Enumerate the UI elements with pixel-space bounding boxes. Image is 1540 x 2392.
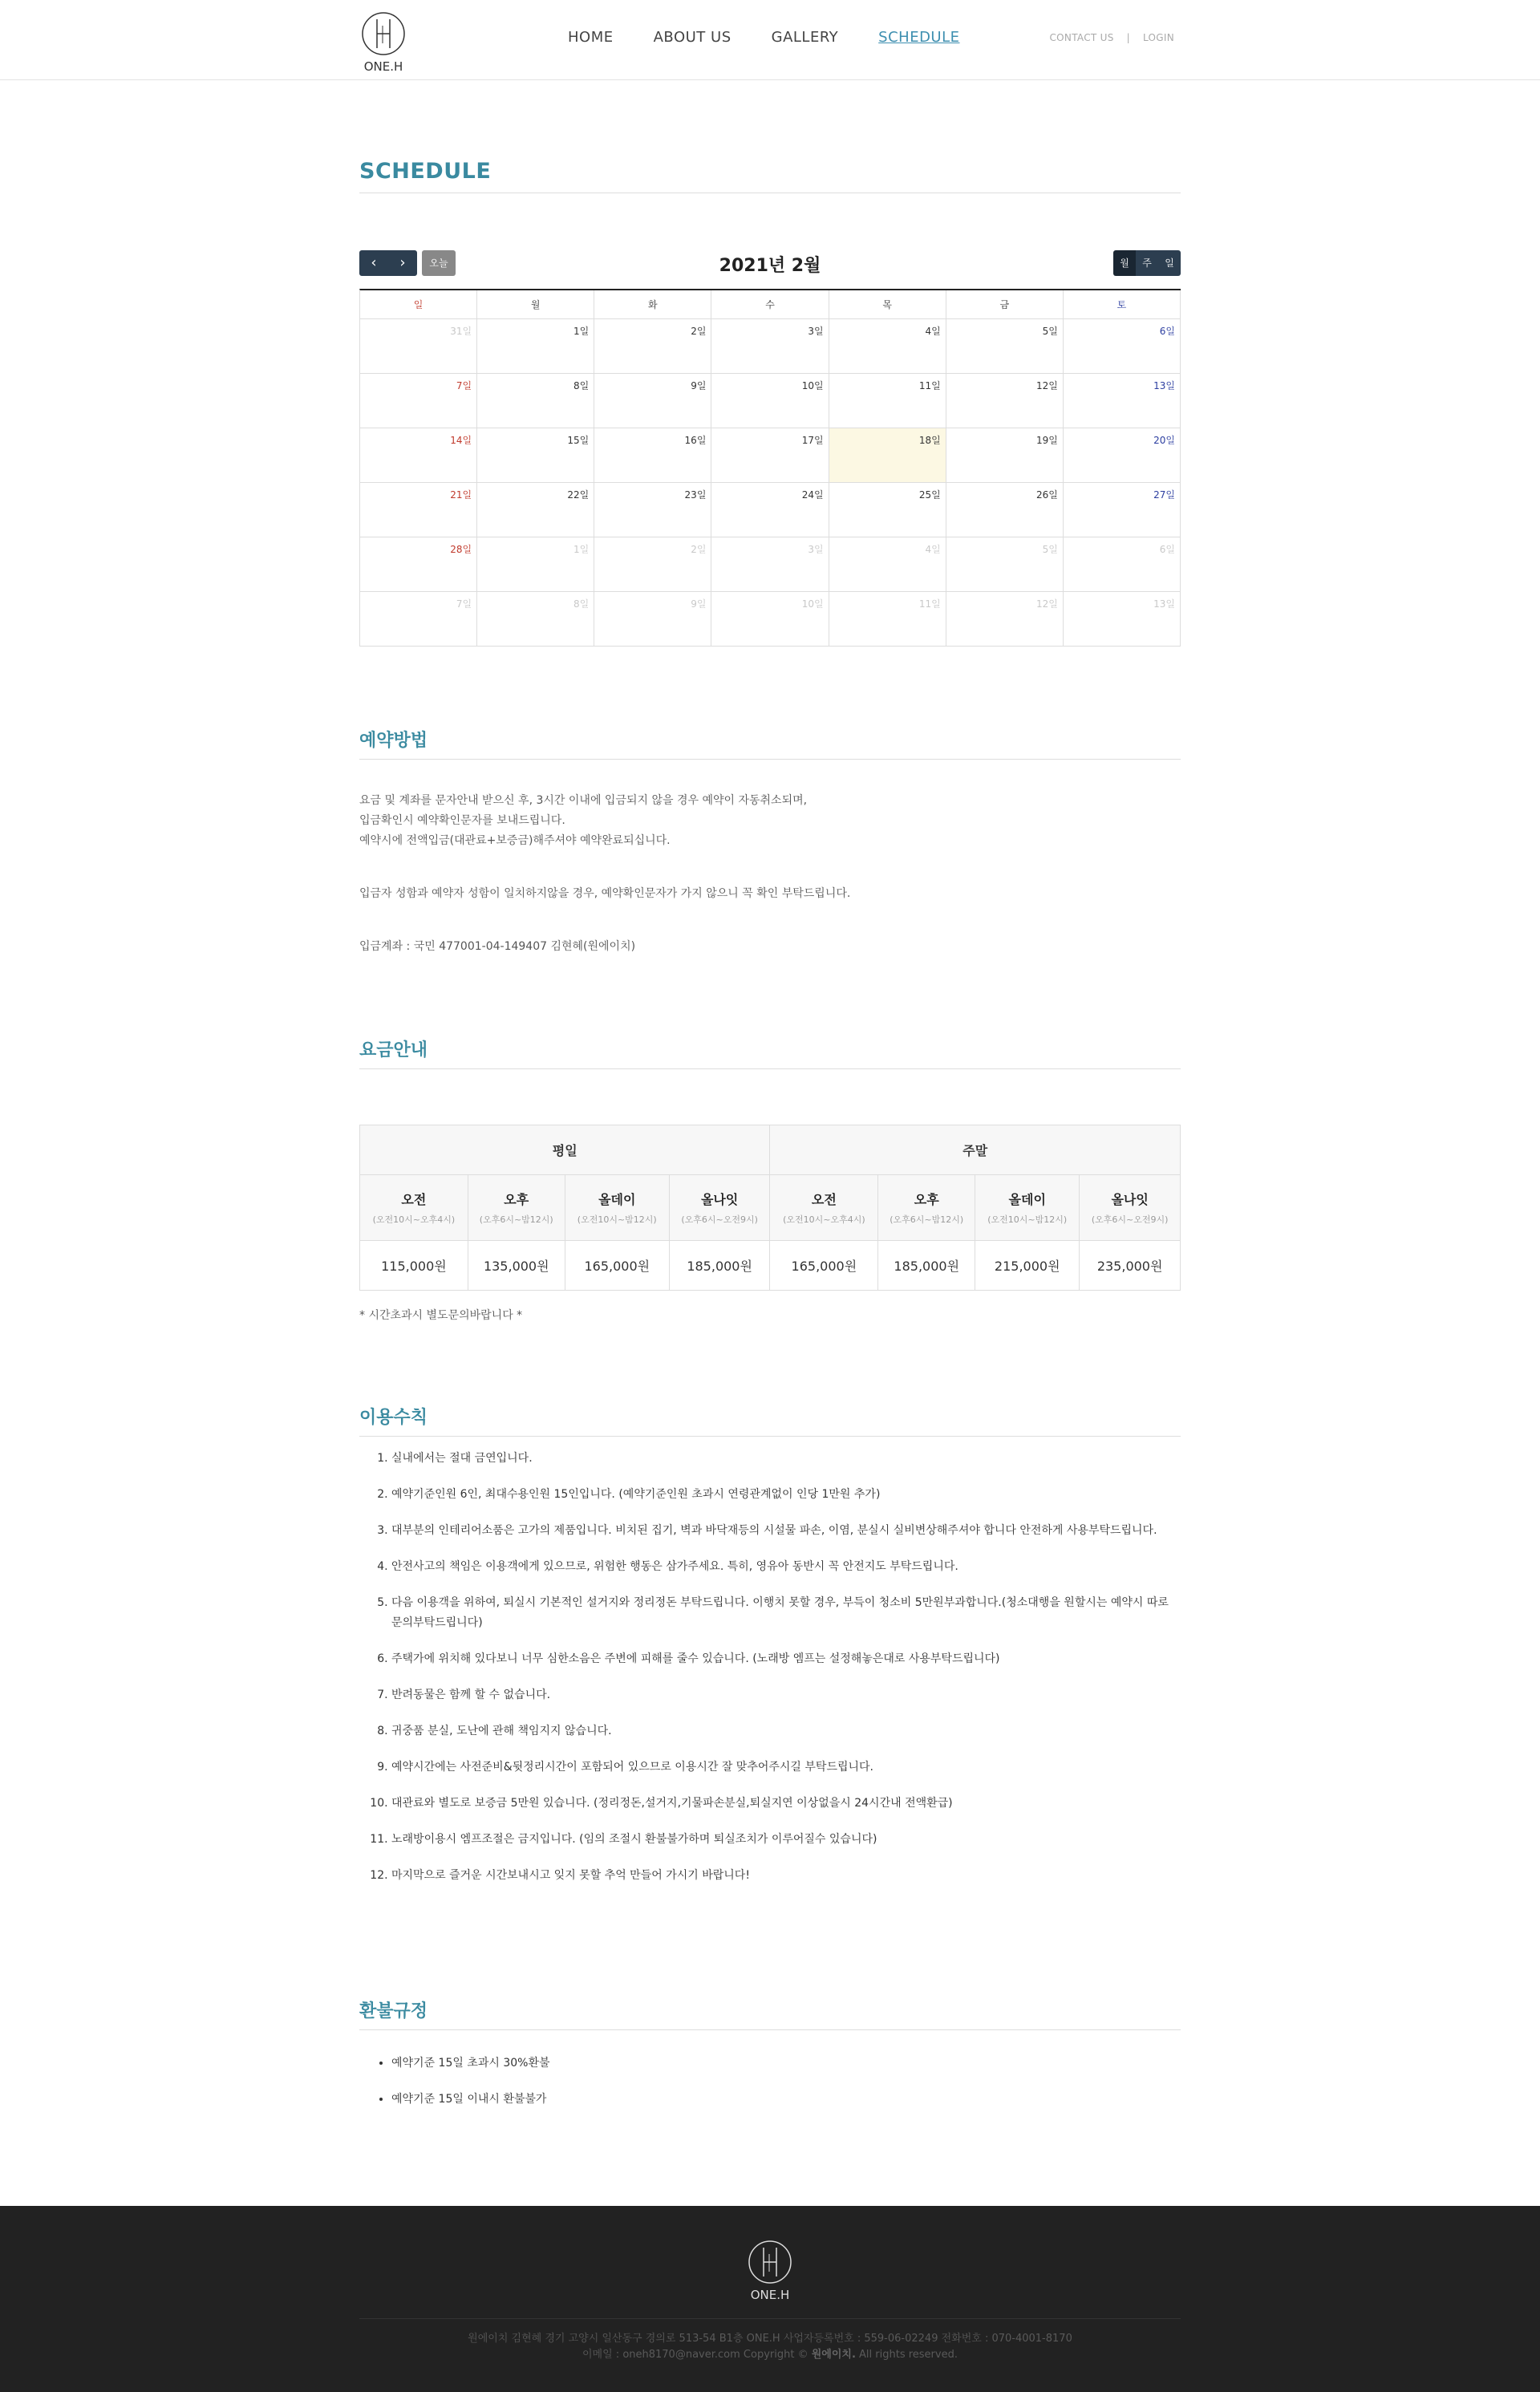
- slot-time: (오후6시~밤12시): [479, 1214, 553, 1225]
- main-nav: [568, 29, 1000, 46]
- day-cell[interactable]: 17일: [711, 428, 829, 483]
- logo-mark-icon: [358, 6, 409, 75]
- rule-item: 6. 주택가에 위치해 있다보니 너무 심한소음은 주변에 피해를 줄수 있습니다. (노래방 엠프는 설정해놓은대로 사용부탁드립니다): [391, 1649, 1181, 1669]
- copyright-prefix: 이메일 : oneh8170@naver.com Copyright ©: [582, 2349, 808, 2361]
- day-cell[interactable]: 8일: [477, 592, 594, 647]
- business-info: 원에이치 김현혜 경기 고양시 일산동구 경의로 513-54 B1층 ONE.H 사업자등록번호 : 559-06-02249 전화번호 : 070-4001-8170: [468, 2333, 1072, 2345]
- slot-name: 올데이: [1008, 1192, 1046, 1207]
- day-cell[interactable]: 21일: [360, 483, 477, 537]
- contact-us-link[interactable]: CONTACT US: [1049, 32, 1114, 43]
- slot-name: 오후: [914, 1192, 939, 1207]
- day-cell[interactable]: 11일: [829, 592, 946, 647]
- rules-list: [359, 1449, 1181, 1902]
- slot-time: (오전10시~밤12시): [987, 1214, 1068, 1225]
- day-cell[interactable]: 22일: [477, 483, 594, 537]
- refund-title: 환불규정: [359, 2001, 428, 2021]
- price-cell: 235,000원: [1080, 1241, 1181, 1291]
- day-cell[interactable]: 26일: [946, 483, 1064, 537]
- day-cell[interactable]: 28일: [360, 537, 477, 592]
- day-cell[interactable]: 4일: [829, 319, 946, 374]
- rule-item: 7. 반려동물은 함께 할 수 없습니다.: [391, 1685, 1181, 1705]
- day-view-button[interactable]: 일: [1158, 250, 1181, 276]
- day-cell[interactable]: 9일: [594, 374, 711, 428]
- weekday-tue: 화: [594, 290, 711, 319]
- logo-mark-icon: [744, 2235, 796, 2304]
- calendar-week: [360, 319, 1181, 374]
- price-cell: 165,000원: [565, 1241, 669, 1291]
- day-cell[interactable]: 12일: [946, 592, 1064, 647]
- slot-name: 오전: [811, 1192, 837, 1207]
- weekday-mon: 월: [477, 290, 594, 319]
- chevron-left-icon: ‹: [371, 254, 377, 271]
- rule-item: 9. 예약시간에는 사전준비&뒷정리시간이 포함되어 있으므로 이용시간 잘 맞추어주시길 부탁드립니다.: [391, 1758, 1181, 1778]
- day-cell[interactable]: 25일: [829, 483, 946, 537]
- calendar-grid: [359, 289, 1181, 647]
- day-cell[interactable]: 12일: [946, 374, 1064, 428]
- rule-item: 5. 다음 이용객을 위하여, 퇴실시 기본적인 설거지와 정리정돈 부탁드립니다. 이행치 못할 경우, 부득이 청소비 5만원부과합니다.(청소대행을 원할시는 예약시 따로 문의부탁드립니다): [391, 1593, 1181, 1633]
- slot-name: 올나잇: [1111, 1192, 1149, 1207]
- day-cell[interactable]: 15일: [477, 428, 594, 483]
- weekend-group-header: 주말: [770, 1125, 1181, 1175]
- footer-info: [0, 2331, 1540, 2363]
- weekday-fri: 금: [946, 290, 1064, 319]
- day-cell[interactable]: 10일: [711, 374, 829, 428]
- price-cell: 215,000원: [975, 1241, 1080, 1291]
- page-title: SCHEDULE: [359, 159, 492, 184]
- calendar-week: [360, 428, 1181, 483]
- reservation-instructions: [359, 791, 807, 851]
- slot-name: 오후: [504, 1192, 529, 1207]
- rule-item: 3. 대부분의 인테리어소품은 고가의 제품입니다. 비치된 집기, 벽과 바닥재등의 시설물 파손, 이염, 분실시 실비변상해주셔야 합니다 안전하게 사용부탁드립니다.: [391, 1521, 1181, 1541]
- overtime-note: * 시간초과시 별도문의바랍니다 *: [359, 1309, 523, 1322]
- util-divider: |: [1126, 32, 1130, 43]
- day-cell[interactable]: 5일: [946, 319, 1064, 374]
- nav-schedule[interactable]: SCHEDULE: [878, 29, 960, 46]
- site-header: [0, 0, 1540, 80]
- day-cell[interactable]: 4일: [829, 537, 946, 592]
- pricing-title: 요금안내: [359, 1040, 428, 1060]
- bank-account: 입금계좌 : 국민 477001-04-149407 김현혜(원에이치): [359, 940, 636, 953]
- calendar-title: 2021년 2월: [719, 256, 821, 276]
- price-cell: 185,000원: [878, 1241, 975, 1291]
- calendar-week: [360, 592, 1181, 647]
- nav-home[interactable]: HOME: [568, 29, 614, 46]
- rule-item: 8. 귀중품 분실, 도난에 관해 책임지지 않습니다.: [391, 1721, 1181, 1741]
- rule-item: 12. 마지막으로 즐거운 시간보내시고 잊지 못할 추억 만들어 가시기 바랍니다!: [391, 1866, 1181, 1886]
- footer-logo[interactable]: [744, 2235, 796, 2304]
- rule-item: 2. 예약기준인원 6인, 최대수용인원 15인입니다. (예약기준인원 초과시 연령관계없이 인당 1만원 추가): [391, 1485, 1181, 1505]
- rule-item: 1. 실내에서는 절대 금연입니다.: [391, 1449, 1181, 1469]
- rule-item: 11. 노래방이용시 엠프조절은 금지입니다. (임의 조절시 환불불가하며 퇴실조치가 이루어질수 있습니다): [391, 1830, 1181, 1850]
- slot-name: 올나잇: [700, 1192, 739, 1207]
- day-cell[interactable]: 9일: [594, 592, 711, 647]
- day-cell[interactable]: 8일: [477, 374, 594, 428]
- reservation-line: 입금확인시 예약확인문자를 보내드립니다.: [359, 814, 565, 827]
- day-cell[interactable]: 2일: [594, 537, 711, 592]
- day-cell[interactable]: 6일: [1064, 319, 1181, 374]
- day-cell[interactable]: 20일: [1064, 428, 1181, 483]
- weekday-group-header: 평일: [360, 1125, 770, 1175]
- slot-header: [770, 1175, 878, 1241]
- day-cell[interactable]: 3일: [711, 537, 829, 592]
- chevron-right-icon: ›: [399, 254, 406, 271]
- price-cell: 185,000원: [669, 1241, 770, 1291]
- slot-time: (오전10시~오후4시): [783, 1214, 865, 1225]
- weekday-thu: 목: [829, 290, 946, 319]
- copyright: [0, 2347, 1540, 2363]
- price-cell: 115,000원: [360, 1241, 468, 1291]
- day-cell[interactable]: 7일: [360, 374, 477, 428]
- slot-name: 오전: [401, 1192, 427, 1207]
- site-footer: [0, 2206, 1540, 2392]
- copyright-suffix: All rights reserved.: [859, 2349, 958, 2361]
- day-cell[interactable]: 13일: [1064, 374, 1181, 428]
- svg-text:ONE.H: ONE.H: [750, 2288, 790, 2302]
- weekday-wed: 수: [711, 290, 829, 319]
- day-cell[interactable]: 31일: [360, 319, 477, 374]
- section-divider: [359, 759, 1181, 760]
- day-cell[interactable]: 1일: [477, 319, 594, 374]
- day-cell[interactable]: 23일: [594, 483, 711, 537]
- slot-time: (오후6시~밤12시): [890, 1214, 964, 1225]
- slot-time: (오후6시~오전9시): [1091, 1214, 1169, 1225]
- nav-gallery[interactable]: GALLERY: [771, 29, 839, 46]
- reservation-note: 입금자 성함과 예약자 성함이 일치하지않을 경우, 예약확인문자가 가지 않으니 꼭 확인 부탁드립니다.: [359, 887, 851, 900]
- refund-item: • 예약기준 15일 이내시 환불불가: [391, 2090, 1181, 2110]
- today-button[interactable]: 오늘: [422, 250, 456, 276]
- site-logo[interactable]: [358, 6, 409, 75]
- slot-header: [360, 1175, 468, 1241]
- today-cell[interactable]: 18일: [829, 428, 946, 483]
- price-cell: 165,000원: [770, 1241, 878, 1291]
- slot-time: (오전10시~오후4시): [372, 1214, 456, 1225]
- slot-time: (오후6시~오전9시): [681, 1214, 758, 1225]
- day-cell[interactable]: 27일: [1064, 483, 1181, 537]
- section-divider: [359, 1068, 1181, 1069]
- refund-item: • 예약기준 15일 초과시 30%환불: [391, 2053, 1181, 2074]
- rule-item: 4. 안전사고의 책임은 이용객에게 있으므로, 위험한 행동은 삼가주세요. 특히, 영유아 동반시 꼭 안전지도 부탁드립니다.: [391, 1557, 1181, 1577]
- footer-divider: [359, 2318, 1181, 2319]
- month-view-button[interactable]: 월: [1113, 250, 1136, 276]
- reservation-title: 예약방법: [359, 731, 428, 751]
- weekday-sun: 일: [360, 290, 477, 319]
- login-link[interactable]: LOGIN: [1142, 32, 1174, 43]
- slot-name: 올데이: [598, 1192, 636, 1207]
- slot-header: [565, 1175, 669, 1241]
- section-divider: [359, 1436, 1181, 1437]
- weekday-sat: 토: [1064, 290, 1181, 319]
- slot-header: [975, 1175, 1080, 1241]
- calendar-week: [360, 374, 1181, 428]
- price-table: [359, 1125, 1181, 1291]
- nav-about-us[interactable]: ABOUT US: [653, 29, 732, 46]
- day-cell[interactable]: 7일: [360, 592, 477, 647]
- day-cell[interactable]: 16일: [594, 428, 711, 483]
- day-cell[interactable]: 6일: [1064, 537, 1181, 592]
- view-switcher: [1113, 250, 1181, 276]
- slot-header: [1080, 1175, 1181, 1241]
- slot-header: [669, 1175, 770, 1241]
- svg-text:ONE.H: ONE.H: [363, 59, 403, 74]
- week-view-button[interactable]: 주: [1136, 250, 1158, 276]
- day-cell[interactable]: 19일: [946, 428, 1064, 483]
- day-cell[interactable]: 1일: [477, 537, 594, 592]
- calendar-week: [360, 483, 1181, 537]
- calendar-week: [360, 537, 1181, 592]
- weekday-header: [360, 290, 1181, 319]
- rule-item: 10. 대관료와 별도로 보증금 5만원 있습니다. (정리정돈,설거지,기물파손분실,퇴실지연 이상없을시 24시간내 전액환급): [391, 1794, 1181, 1814]
- refund-list: [359, 2053, 1181, 2126]
- day-cell[interactable]: 5일: [946, 537, 1064, 592]
- section-divider: [359, 2029, 1181, 2030]
- day-cell[interactable]: 13일: [1064, 592, 1181, 647]
- slot-header: [468, 1175, 565, 1241]
- day-cell[interactable]: 3일: [711, 319, 829, 374]
- day-cell[interactable]: 14일: [360, 428, 477, 483]
- rules-title: 이용수칙: [359, 1408, 428, 1428]
- slot-time: (오전10시~밤12시): [577, 1214, 657, 1225]
- day-cell[interactable]: 10일: [711, 592, 829, 647]
- copyright-brand: 원에이치.: [811, 2349, 856, 2361]
- reservation-line: 요금 및 계좌를 문자안내 받으신 후, 3시간 이내에 입금되지 않을 경우 예약이 자동취소되며,: [359, 794, 808, 807]
- day-cell[interactable]: 2일: [594, 319, 711, 374]
- utility-links: [1044, 32, 1181, 43]
- price-cell: 135,000원: [468, 1241, 565, 1291]
- day-cell[interactable]: 11일: [829, 374, 946, 428]
- calendar-toolbar: [359, 249, 1181, 276]
- reservation-line: 예약시에 전액입금(대관료+보증금)해주셔야 예약완료되십니다.: [359, 834, 671, 847]
- day-cell[interactable]: 24일: [711, 483, 829, 537]
- slot-header: [878, 1175, 975, 1241]
